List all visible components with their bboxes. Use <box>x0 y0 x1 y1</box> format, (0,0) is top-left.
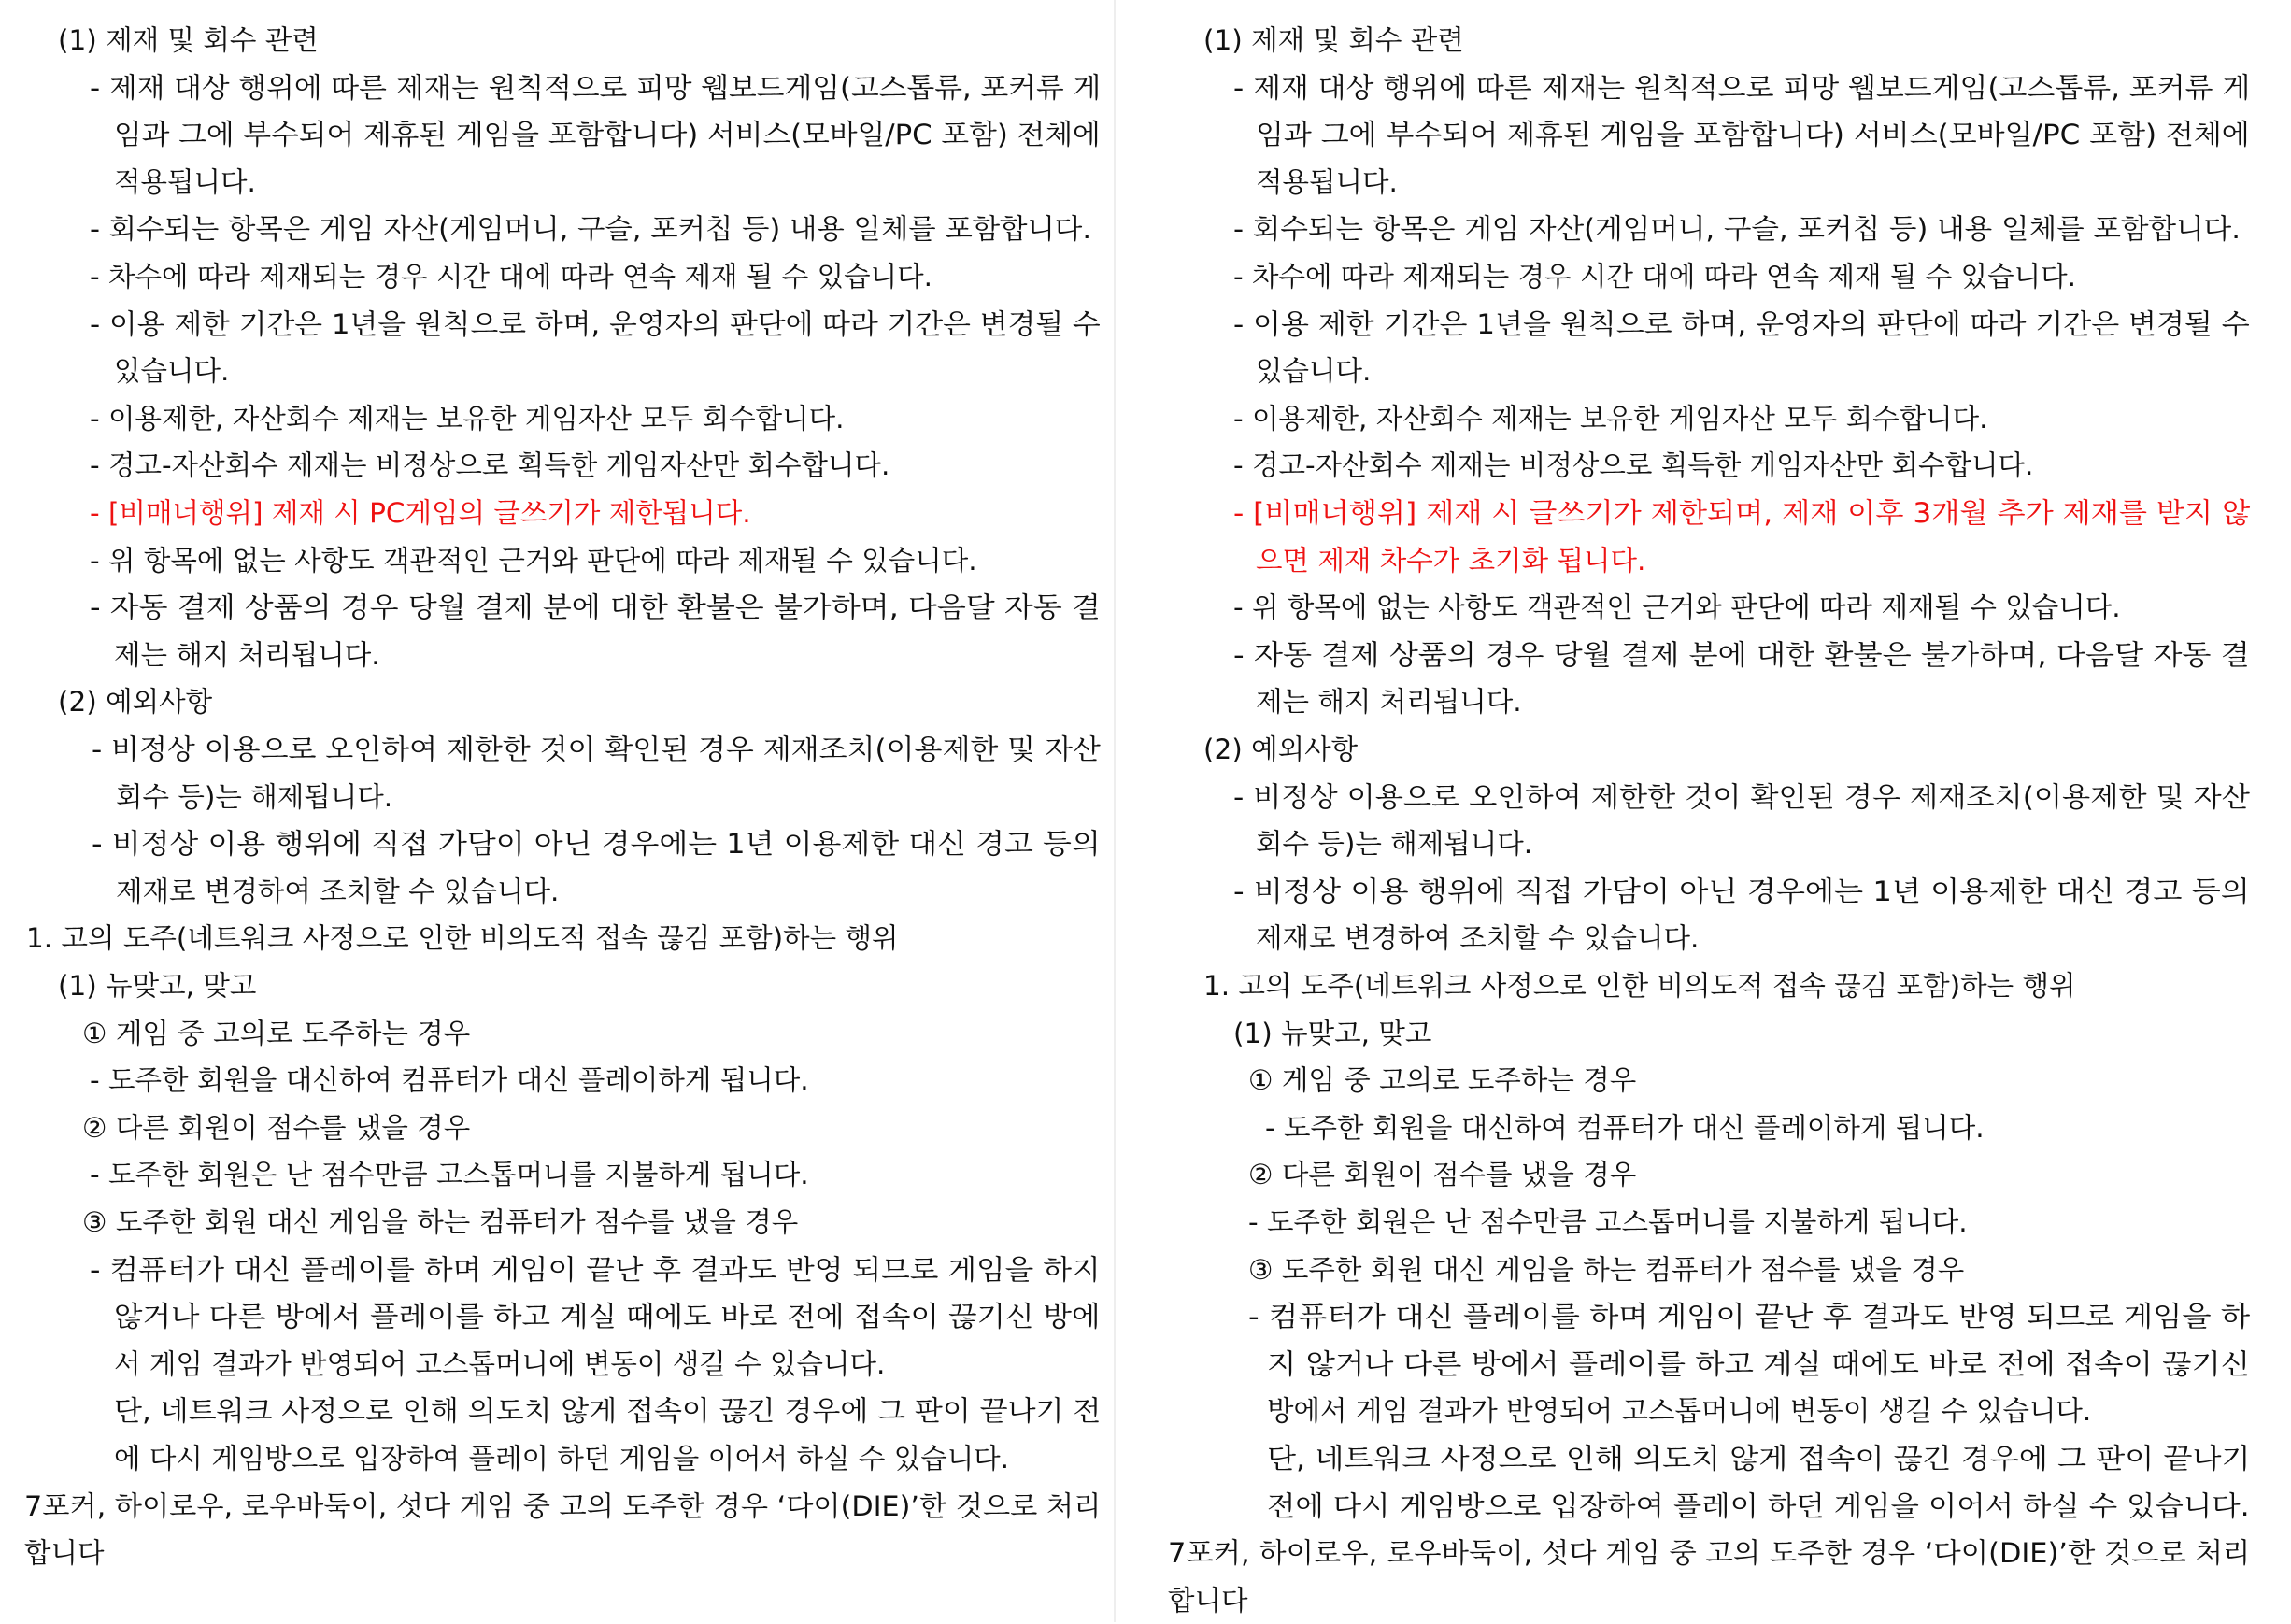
right-line: (1) 뉴맞고, 맞고 <box>1233 1017 1432 1049</box>
left-line: - 이용 제한 기간은 1년을 원칙으로 하며, 운영자의 판단에 따라 기간은 변경될 수 <box>90 307 1101 340</box>
left-line: - 자동 결제 상품의 경우 당월 결제 분에 대한 환불은 불가하며, 다음달 자동 결 <box>90 591 1101 624</box>
right-line: - 경고-자산회수 제재는 비정상으로 획득한 게임자산만 회수합니다. <box>1233 449 2034 482</box>
left-line: ② 다른 회원이 점수를 냈을 경우 <box>82 1111 471 1144</box>
right-line: 있습니다. <box>1256 355 1372 388</box>
right-line: - 이용 제한 기간은 1년을 원칙으로 하며, 운영자의 판단에 따라 기간은 변경될 수 <box>1233 307 2250 340</box>
column-divider <box>1114 0 1116 1622</box>
left-line: - 제재 대상 행위에 따른 제재는 원칙적으로 피망 웹보드게임(고스톱류, 포커류 게 <box>90 71 1102 104</box>
left-line: - 이용제한, 자산회수 제재는 보유한 게임자산 모두 회수합니다. <box>90 402 845 434</box>
right-line: 제는 해지 처리됩니다. <box>1256 686 1522 719</box>
right-line: 제재로 변경하여 조치할 수 있습니다. <box>1256 922 1700 955</box>
left-line: 합니다 <box>24 1537 105 1570</box>
left-line: 7포커, 하이로우, 로우바둑이, 섯다 게임 중 고의 도주한 경우 ‘다이(DIE)’한 것으로 처리 <box>24 1489 1102 1522</box>
left-line: 서 게임 결과가 반영되어 고스톱머니에 변동이 생길 수 있습니다. <box>114 1347 886 1380</box>
right-line: - 차수에 따라 제재되는 경우 시간 대에 따라 연속 제재 될 수 있습니다. <box>1233 261 2076 292</box>
left-line: - 비정상 이용 행위에 직접 가담이 아닌 경우에는 1년 이용제한 대신 경고 등의 <box>92 828 1101 861</box>
right-line-warning: 으면 제재 차수가 초기화 됩니다. <box>1256 544 1646 577</box>
left-line: 단, 네트워크 사정으로 인해 의도치 않게 접속이 끊긴 경우에 그 판이 끝나기 전 <box>114 1395 1102 1428</box>
right-line: 전에 다시 게임방으로 입장하여 플레이 하던 게임을 이어서 하실 수 있습니다. <box>1267 1489 2250 1522</box>
right-line: (1) 제재 및 회수 관련 <box>1203 24 1464 56</box>
right-line: - 이용제한, 자산회수 제재는 보유한 게임자산 모두 회수합니다. <box>1233 402 1988 434</box>
right-line: 단, 네트워크 사정으로 인해 의도치 않게 접속이 끊긴 경우에 그 판이 끝나기 <box>1267 1443 2251 1474</box>
right-line: - 도주한 회원을 대신하여 컴퓨터가 대신 플레이하게 됩니다. <box>1265 1111 1985 1144</box>
right-line: 방에서 게임 결과가 반영되어 고스톱머니에 변동이 생길 수 있습니다. <box>1267 1395 2092 1428</box>
left-line: 에 다시 게임방으로 입장하여 플레이 하던 게임을 이어서 하실 수 있습니다. <box>114 1443 1010 1474</box>
left-line: ③ 도주한 회원 대신 게임을 하는 컴퓨터가 점수를 냈을 경우 <box>82 1206 799 1238</box>
left-line: - 도주한 회원은 난 점수만큼 고스톱머니를 지불하게 됩니다. <box>90 1159 809 1191</box>
left-line: 않거나 다른 방에서 플레이를 하고 계실 때에도 바로 전에 접속이 끊기신 방에 <box>114 1301 1101 1333</box>
right-line: - 자동 결제 상품의 경우 당월 결제 분에 대한 환불은 불가하며, 다음달 자동 결 <box>1233 638 2250 671</box>
right-line: 1. 고의 도주(네트워크 사정으로 인한 비의도적 접속 끊김 포함)하는 행위 <box>1203 970 2076 1002</box>
left-line: - 회수되는 항목은 게임 자산(게임머니, 구슬, 포커칩 등) 내용 일체를 포함합니다. <box>90 213 1092 246</box>
left-line: ① 게임 중 고의로 도주하는 경우 <box>82 1017 471 1049</box>
right-line: 적용됩니다. <box>1256 165 1398 198</box>
right-line: ① 게임 중 고의로 도주하는 경우 <box>1248 1064 1637 1097</box>
right-line: - 위 항목에 없는 사항도 객관적인 근거와 판단에 따라 제재될 수 있습니다. <box>1233 591 2121 624</box>
right-line: 회수 등)는 해제됩니다. <box>1256 828 1533 861</box>
left-line: - 차수에 따라 제재되는 경우 시간 대에 따라 연속 제재 될 수 있습니다. <box>90 261 932 292</box>
right-line: 합니다 <box>1168 1584 1248 1617</box>
right-line: (2) 예외사항 <box>1203 734 1359 765</box>
left-line: 임과 그에 부수되어 제휴된 게임을 포함합니다) 서비스(모바일/PC 포함) 전체에 <box>114 119 1101 151</box>
right-line: - 비정상 이용으로 오인하여 제한한 것이 확인된 경우 제재조치(이용제한 및 자산 <box>1233 780 2250 813</box>
right-line: - 제재 대상 행위에 따른 제재는 원칙적으로 피망 웹보드게임(고스톱류, 포커류 게 <box>1233 71 2251 104</box>
left-line: - 경고-자산회수 제재는 비정상으로 획득한 게임자산만 회수합니다. <box>90 449 890 482</box>
left-line: (2) 예외사항 <box>58 686 213 719</box>
left-line: 제는 해지 처리됩니다. <box>114 638 380 671</box>
left-line-warning: - [비매너행위] 제재 시 PC게임의 글쓰기가 제한됩니다. <box>90 497 751 529</box>
right-line: 임과 그에 부수되어 제휴된 게임을 포함합니다) 서비스(모바일/PC 포함) 전체에 <box>1256 119 2250 151</box>
right-column <box>1117 0 2291 1622</box>
right-line: - 회수되는 항목은 게임 자산(게임머니, 구슬, 포커칩 등) 내용 일체를 포함합니다. <box>1233 213 2241 246</box>
left-column <box>0 0 1112 1622</box>
right-line: - 비정상 이용 행위에 직접 가담이 아닌 경우에는 1년 이용제한 대신 경고 등의 <box>1233 875 2250 907</box>
right-line: - 컴퓨터가 대신 플레이를 하며 게임이 끝난 후 결과도 반영 되므로 게임을 하 <box>1248 1301 2251 1333</box>
left-line: 적용됩니다. <box>114 165 256 198</box>
right-line: 7포커, 하이로우, 로우바둑이, 섯다 게임 중 고의 도주한 경우 ‘다이(DIE)’한 것으로 처리 <box>1168 1537 2251 1570</box>
right-line: - 도주한 회원은 난 점수만큼 고스톱머니를 지불하게 됩니다. <box>1248 1206 1968 1238</box>
right-line-warning: - [비매너행위] 제재 시 글쓰기가 제한되며, 제재 이후 3개월 추가 제재를 받지 않 <box>1233 497 2251 529</box>
right-line: ② 다른 회원이 점수를 냈을 경우 <box>1248 1159 1637 1191</box>
left-line: - 위 항목에 없는 사항도 객관적인 근거와 판단에 따라 제재될 수 있습니다. <box>90 544 977 577</box>
left-line: 제재로 변경하여 조치할 수 있습니다. <box>116 875 560 907</box>
right-line: 지 않거나 다른 방에서 플레이를 하고 계실 때에도 바로 전에 접속이 끊기신 <box>1267 1347 2251 1380</box>
left-line: 회수 등)는 해제됩니다. <box>116 780 393 813</box>
right-line: ③ 도주한 회원 대신 게임을 하는 컴퓨터가 점수를 냈을 경우 <box>1248 1253 1965 1286</box>
left-line: 있습니다. <box>114 355 230 388</box>
left-line: (1) 뉴맞고, 맞고 <box>58 970 257 1002</box>
left-line: - 컴퓨터가 대신 플레이를 하며 게임이 끝난 후 결과도 반영 되므로 게임을 하지 <box>90 1253 1101 1286</box>
left-line: (1) 제재 및 회수 관련 <box>58 24 319 56</box>
left-line: - 비정상 이용으로 오인하여 제한한 것이 확인된 경우 제재조치(이용제한 및 자산 <box>92 734 1101 765</box>
left-line: - 도주한 회원을 대신하여 컴퓨터가 대신 플레이하게 됩니다. <box>90 1064 809 1097</box>
left-line: 1. 고의 도주(네트워크 사정으로 인한 비의도적 접속 끊김 포함)하는 행위 <box>26 922 899 955</box>
